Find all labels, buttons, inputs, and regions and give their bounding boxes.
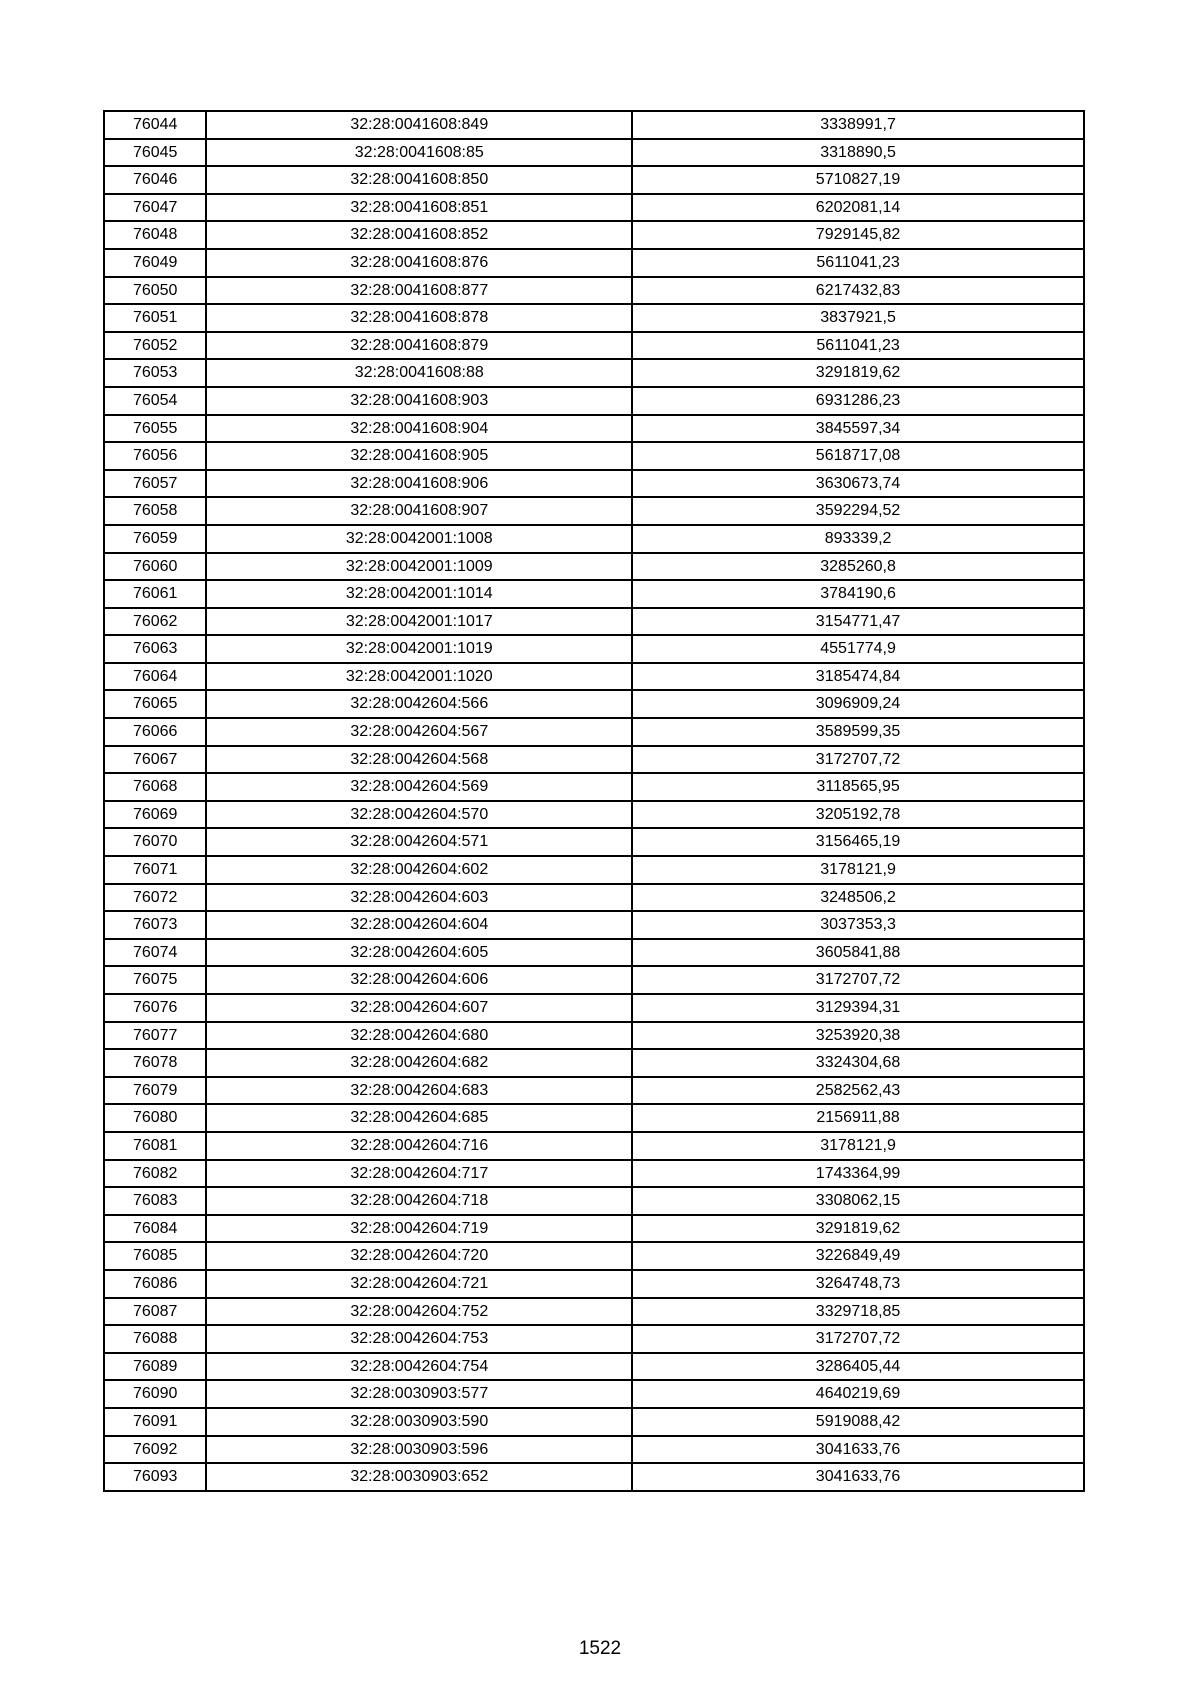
cadastral-number-cell: 32:28:0041608:879 <box>206 332 632 360</box>
cadastral-number-cell: 32:28:0042604:719 <box>206 1215 632 1243</box>
cadastral-number-cell: 32:28:0042604:605 <box>206 939 632 967</box>
cadastral-value-cell: 3329718,85 <box>632 1298 1084 1326</box>
row-number-cell: 76061 <box>104 580 206 608</box>
table-row <box>104 194 1084 222</box>
cadastral-value-cell: 3253920,38 <box>632 1022 1084 1050</box>
cadastral-number-cell: 32:28:0041608:852 <box>206 221 632 249</box>
table-row <box>104 580 1084 608</box>
cadastral-value-cell: 3185474,84 <box>632 663 1084 691</box>
cadastral-number-cell: 32:28:0041608:876 <box>206 249 632 277</box>
table-row <box>104 690 1084 718</box>
cadastral-number-cell: 32:28:0042001:1014 <box>206 580 632 608</box>
cadastral-number-cell: 32:28:0042604:682 <box>206 1049 632 1077</box>
row-number-cell: 76052 <box>104 332 206 360</box>
cadastral-value-cell: 3605841,88 <box>632 939 1084 967</box>
page-number: 1522 <box>578 1638 622 1659</box>
cadastral-number-cell: 32:28:0041608:878 <box>206 304 632 332</box>
row-number-cell: 76093 <box>104 1463 206 1491</box>
row-number-cell: 76077 <box>104 1022 206 1050</box>
row-number-cell: 76055 <box>104 415 206 443</box>
cadastral-number-cell: 32:28:0042604:568 <box>206 746 632 774</box>
table-row <box>104 1408 1084 1436</box>
cadastral-number-cell: 32:28:0042604:566 <box>206 690 632 718</box>
cadastral-number-cell: 32:28:0042604:754 <box>206 1353 632 1381</box>
table-row <box>104 1270 1084 1298</box>
cadastral-number-cell: 32:28:0041608:85 <box>206 139 632 167</box>
cadastral-value-cell: 3172707,72 <box>632 746 1084 774</box>
row-number-cell: 76075 <box>104 966 206 994</box>
table-row <box>104 1463 1084 1491</box>
cadastral-value-table <box>103 110 1085 1492</box>
cadastral-number-cell: 32:28:0041608:903 <box>206 387 632 415</box>
row-number-cell: 76045 <box>104 139 206 167</box>
cadastral-value-cell: 3784190,6 <box>632 580 1084 608</box>
row-number-cell: 76050 <box>104 277 206 305</box>
row-number-cell: 76078 <box>104 1049 206 1077</box>
cadastral-value-cell: 1743364,99 <box>632 1160 1084 1188</box>
table-row <box>104 166 1084 194</box>
table-row <box>104 1353 1084 1381</box>
table-row <box>104 1187 1084 1215</box>
cadastral-value-cell: 7929145,82 <box>632 221 1084 249</box>
row-number-cell: 76074 <box>104 939 206 967</box>
row-number-cell: 76046 <box>104 166 206 194</box>
table-row <box>104 525 1084 553</box>
cadastral-value-cell: 2156911,88 <box>632 1104 1084 1132</box>
row-number-cell: 76081 <box>104 1132 206 1160</box>
row-number-cell: 76056 <box>104 442 206 470</box>
cadastral-value-cell: 5919088,42 <box>632 1408 1084 1436</box>
cadastral-number-cell: 32:28:0041608:904 <box>206 415 632 443</box>
cadastral-value-cell: 3338991,7 <box>632 111 1084 139</box>
cadastral-value-cell: 6931286,23 <box>632 387 1084 415</box>
table-row <box>104 1160 1084 1188</box>
cadastral-value-cell: 3172707,72 <box>632 1325 1084 1353</box>
table-row <box>104 277 1084 305</box>
cadastral-value-cell: 3205192,78 <box>632 801 1084 829</box>
row-number-cell: 76065 <box>104 690 206 718</box>
table-row <box>104 1436 1084 1464</box>
row-number-cell: 76082 <box>104 1160 206 1188</box>
table-row <box>104 828 1084 856</box>
table-row <box>104 663 1084 691</box>
cadastral-value-cell: 3041633,76 <box>632 1436 1084 1464</box>
row-number-cell: 76071 <box>104 856 206 884</box>
cadastral-number-cell: 32:28:0042604:571 <box>206 828 632 856</box>
table-row <box>104 635 1084 663</box>
cadastral-number-cell: 32:28:0041608:906 <box>206 470 632 498</box>
table-row <box>104 911 1084 939</box>
row-number-cell: 76059 <box>104 525 206 553</box>
cadastral-value-cell: 3589599,35 <box>632 718 1084 746</box>
cadastral-number-cell: 32:28:0042604:567 <box>206 718 632 746</box>
cadastral-number-cell: 32:28:0042604:753 <box>206 1325 632 1353</box>
table-row <box>104 746 1084 774</box>
cadastral-value-cell: 3156465,19 <box>632 828 1084 856</box>
cadastral-value-cell: 2582562,43 <box>632 1077 1084 1105</box>
cadastral-value-cell: 3226849,49 <box>632 1242 1084 1270</box>
row-number-cell: 76083 <box>104 1187 206 1215</box>
row-number-cell: 76048 <box>104 221 206 249</box>
cadastral-number-cell: 32:28:0042604:721 <box>206 1270 632 1298</box>
table-row <box>104 939 1084 967</box>
cadastral-number-cell: 32:28:0042604:569 <box>206 773 632 801</box>
cadastral-number-cell: 32:28:0030903:577 <box>206 1380 632 1408</box>
row-number-cell: 76044 <box>104 111 206 139</box>
cadastral-number-cell: 32:28:0041608:850 <box>206 166 632 194</box>
row-number-cell: 76053 <box>104 359 206 387</box>
cadastral-number-cell: 32:28:0042604:718 <box>206 1187 632 1215</box>
cadastral-value-cell: 3041633,76 <box>632 1463 1084 1491</box>
cadastral-number-cell: 32:28:0042001:1020 <box>206 663 632 691</box>
cadastral-value-cell: 3324304,68 <box>632 1049 1084 1077</box>
table-row <box>104 801 1084 829</box>
cadastral-value-cell: 3178121,9 <box>632 1132 1084 1160</box>
cadastral-number-cell: 32:28:0042604:717 <box>206 1160 632 1188</box>
cadastral-value-cell: 3172707,72 <box>632 966 1084 994</box>
cadastral-number-cell: 32:28:0042604:720 <box>206 1242 632 1270</box>
table-row <box>104 553 1084 581</box>
table-row <box>104 966 1084 994</box>
table-row <box>104 1215 1084 1243</box>
cadastral-number-cell: 32:28:0042604:752 <box>206 1298 632 1326</box>
table-row <box>104 773 1084 801</box>
table-row <box>104 221 1084 249</box>
row-number-cell: 76063 <box>104 635 206 663</box>
cadastral-number-cell: 32:28:0041608:907 <box>206 497 632 525</box>
cadastral-number-cell: 32:28:0042001:1009 <box>206 553 632 581</box>
table-row <box>104 111 1084 139</box>
cadastral-number-cell: 32:28:0030903:590 <box>206 1408 632 1436</box>
cadastral-value-cell: 5710827,19 <box>632 166 1084 194</box>
table-body <box>104 111 1084 1491</box>
row-number-cell: 76089 <box>104 1353 206 1381</box>
cadastral-value-cell: 3248506,2 <box>632 884 1084 912</box>
row-number-cell: 76079 <box>104 1077 206 1105</box>
table-row <box>104 359 1084 387</box>
cadastral-number-cell: 32:28:0042604:685 <box>206 1104 632 1132</box>
row-number-cell: 76076 <box>104 994 206 1022</box>
row-number-cell: 76073 <box>104 911 206 939</box>
row-number-cell: 76070 <box>104 828 206 856</box>
cadastral-number-cell: 32:28:0042001:1019 <box>206 635 632 663</box>
cadastral-value-cell: 3592294,52 <box>632 497 1084 525</box>
row-number-cell: 76057 <box>104 470 206 498</box>
cadastral-number-cell: 32:28:0030903:596 <box>206 1436 632 1464</box>
table-row <box>104 856 1084 884</box>
cadastral-value-cell: 3291819,62 <box>632 359 1084 387</box>
cadastral-value-cell: 6202081,14 <box>632 194 1084 222</box>
table-row <box>104 1325 1084 1353</box>
cadastral-number-cell: 32:28:0041608:88 <box>206 359 632 387</box>
cadastral-value-cell: 5611041,23 <box>632 332 1084 360</box>
table-row <box>104 994 1084 1022</box>
row-number-cell: 76051 <box>104 304 206 332</box>
cadastral-number-cell: 32:28:0041608:877 <box>206 277 632 305</box>
cadastral-number-cell: 32:28:0042001:1017 <box>206 608 632 636</box>
cadastral-value-cell: 3264748,73 <box>632 1270 1084 1298</box>
row-number-cell: 76064 <box>104 663 206 691</box>
cadastral-value-cell: 3845597,34 <box>632 415 1084 443</box>
cadastral-number-cell: 32:28:0041608:851 <box>206 194 632 222</box>
cadastral-number-cell: 32:28:0041608:905 <box>206 442 632 470</box>
row-number-cell: 76085 <box>104 1242 206 1270</box>
row-number-cell: 76058 <box>104 497 206 525</box>
cadastral-number-cell: 32:28:0042604:680 <box>206 1022 632 1050</box>
row-number-cell: 76068 <box>104 773 206 801</box>
cadastral-value-cell: 5618717,08 <box>632 442 1084 470</box>
cadastral-number-cell: 32:28:0030903:652 <box>206 1463 632 1491</box>
table-row <box>104 1132 1084 1160</box>
row-number-cell: 76066 <box>104 718 206 746</box>
cadastral-value-cell: 3318890,5 <box>632 139 1084 167</box>
cadastral-value-cell: 3129394,31 <box>632 994 1084 1022</box>
cadastral-number-cell: 32:28:0042604:604 <box>206 911 632 939</box>
row-number-cell: 76060 <box>104 553 206 581</box>
cadastral-number-cell: 32:28:0042604:570 <box>206 801 632 829</box>
cadastral-number-cell: 32:28:0042001:1008 <box>206 525 632 553</box>
cadastral-value-cell: 3286405,44 <box>632 1353 1084 1381</box>
cadastral-number-cell: 32:28:0042604:602 <box>206 856 632 884</box>
cadastral-value-cell: 4551774,9 <box>632 635 1084 663</box>
row-number-cell: 76092 <box>104 1436 206 1464</box>
cadastral-number-cell: 32:28:0042604:606 <box>206 966 632 994</box>
cadastral-value-cell: 3308062,15 <box>632 1187 1084 1215</box>
cadastral-value-cell: 3837921,5 <box>632 304 1084 332</box>
row-number-cell: 76087 <box>104 1298 206 1326</box>
row-number-cell: 76062 <box>104 608 206 636</box>
table-row <box>104 139 1084 167</box>
cadastral-value-cell: 3037353,3 <box>632 911 1084 939</box>
cadastral-value-cell: 3118565,95 <box>632 773 1084 801</box>
table-row <box>104 249 1084 277</box>
table-row <box>104 1077 1084 1105</box>
cadastral-value-cell: 3178121,9 <box>632 856 1084 884</box>
table-row <box>104 442 1084 470</box>
table-row <box>104 1380 1084 1408</box>
table-row <box>104 608 1084 636</box>
table-row <box>104 387 1084 415</box>
cadastral-number-cell: 32:28:0041608:849 <box>206 111 632 139</box>
cadastral-value-cell: 893339,2 <box>632 525 1084 553</box>
cadastral-value-cell: 5611041,23 <box>632 249 1084 277</box>
row-number-cell: 76088 <box>104 1325 206 1353</box>
table-row <box>104 1298 1084 1326</box>
table-row <box>104 1104 1084 1132</box>
table-row <box>104 1049 1084 1077</box>
row-number-cell: 76080 <box>104 1104 206 1132</box>
cadastral-value-cell: 6217432,83 <box>632 277 1084 305</box>
cadastral-value-cell: 3096909,24 <box>632 690 1084 718</box>
cadastral-number-cell: 32:28:0042604:716 <box>206 1132 632 1160</box>
row-number-cell: 76084 <box>104 1215 206 1243</box>
row-number-cell: 76067 <box>104 746 206 774</box>
table-row <box>104 884 1084 912</box>
row-number-cell: 76049 <box>104 249 206 277</box>
table-row <box>104 1022 1084 1050</box>
cadastral-value-cell: 3291819,62 <box>632 1215 1084 1243</box>
cadastral-number-cell: 32:28:0042604:683 <box>206 1077 632 1105</box>
row-number-cell: 76047 <box>104 194 206 222</box>
row-number-cell: 76054 <box>104 387 206 415</box>
cadastral-number-cell: 32:28:0042604:607 <box>206 994 632 1022</box>
row-number-cell: 76090 <box>104 1380 206 1408</box>
row-number-cell: 76091 <box>104 1408 206 1436</box>
row-number-cell: 76072 <box>104 884 206 912</box>
table-row <box>104 470 1084 498</box>
row-number-cell: 76069 <box>104 801 206 829</box>
table-row <box>104 497 1084 525</box>
table-row <box>104 415 1084 443</box>
cadastral-number-cell: 32:28:0042604:603 <box>206 884 632 912</box>
cadastral-value-cell: 3630673,74 <box>632 470 1084 498</box>
table-row <box>104 332 1084 360</box>
table-row <box>104 718 1084 746</box>
cadastral-value-cell: 3154771,47 <box>632 608 1084 636</box>
cadastral-value-cell: 3285260,8 <box>632 553 1084 581</box>
row-number-cell: 76086 <box>104 1270 206 1298</box>
table-row <box>104 304 1084 332</box>
table-row <box>104 1242 1084 1270</box>
cadastral-value-cell: 4640219,69 <box>632 1380 1084 1408</box>
